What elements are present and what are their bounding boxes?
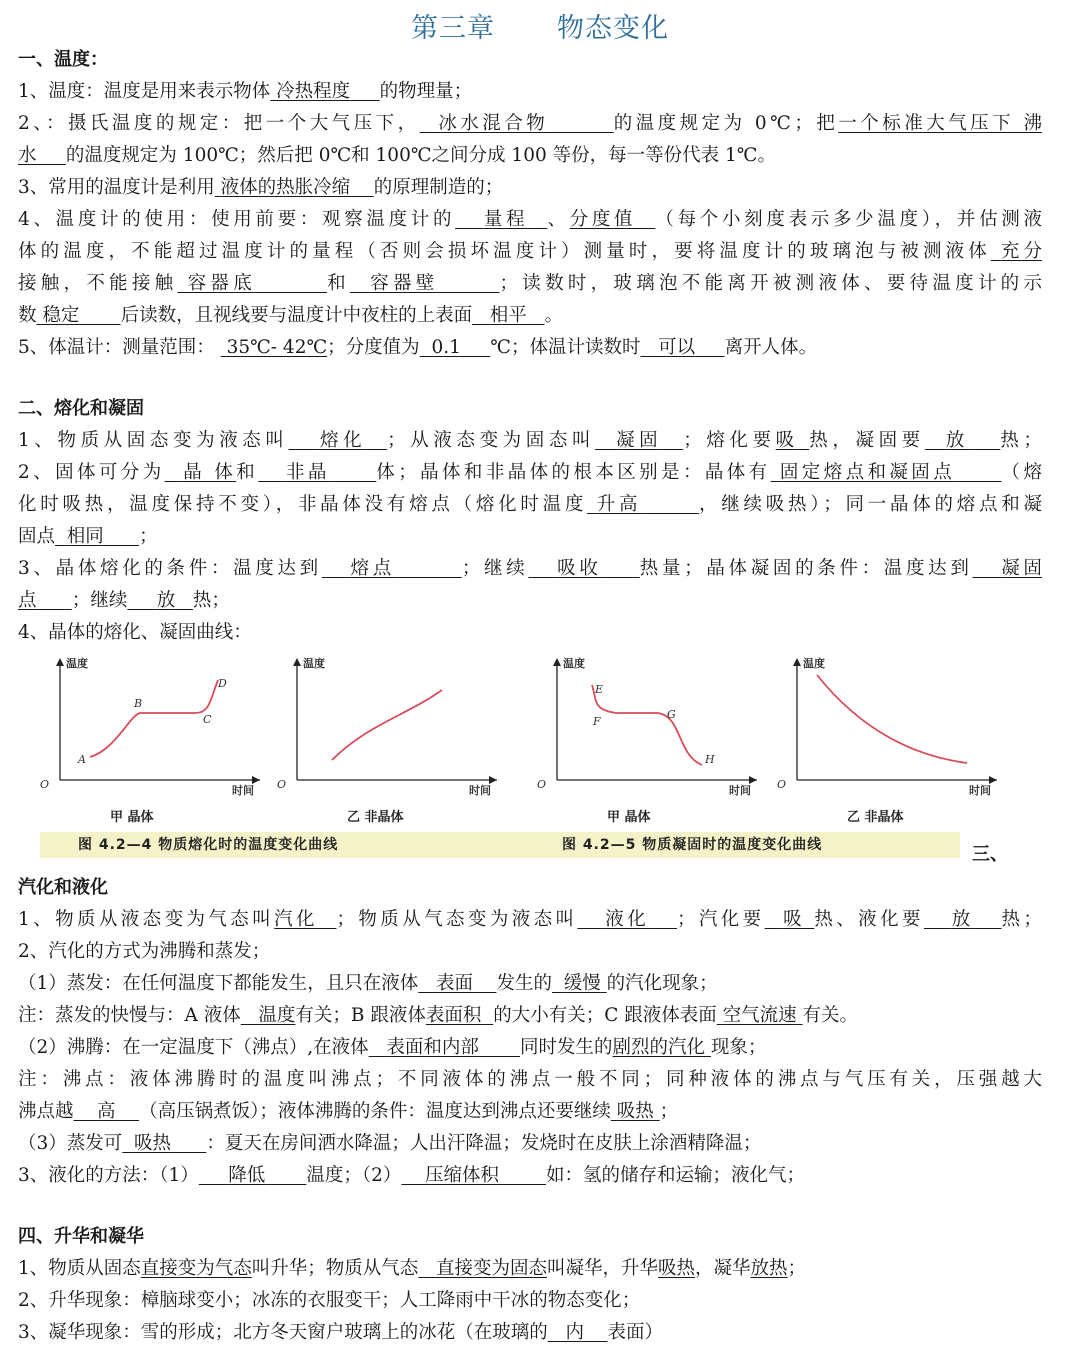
point-label: H (705, 753, 715, 766)
text-line: 体的温度，不能超过温度计的量程（否则会损坏温度计）测量时，要将温度计的玻璃泡与被测液体 充分 (18, 241, 1042, 262)
x-axis-arrow (252, 776, 260, 784)
graph-name: 乙 非晶体 (347, 810, 404, 825)
blank-answer: 可以 (658, 337, 696, 358)
y-axis-arrow (793, 658, 801, 666)
text-line: 水 的温度规定为 100℃；然后把 0℃和 100℃之间分成 100 等份，每一等份代表 1℃。 (18, 145, 776, 166)
blank-answer: 降低 (228, 1165, 266, 1186)
blank-answer: 充分 (1000, 241, 1042, 262)
point-label: B (134, 697, 143, 710)
point-label: E (595, 683, 604, 696)
point-label: F (593, 715, 601, 728)
text-line: 固点 相同 ； (18, 526, 158, 547)
text-line: 3、晶体熔化的条件：温度达到 熔点 ；继续 吸收 热量；晶体凝固的条件：温度达到 凝固 (18, 558, 1042, 579)
blank-answer: 液体的热胀冷缩 (220, 177, 351, 198)
blank-answer: 吸 (775, 430, 799, 451)
blank-answer: 吸热 (658, 1258, 696, 1279)
point-label: A (78, 753, 86, 766)
blank-answer: 放 (156, 590, 176, 611)
section-heading-melting: 二、熔化和凝固 (18, 398, 144, 419)
text-line: 4、晶体的熔化、凝固曲线： (18, 622, 252, 643)
x-axis-arrow (989, 776, 997, 784)
blank-answer: 吸收 (557, 558, 602, 579)
melting-solidifying-curves (22, 655, 1062, 860)
x-axis-arrow (749, 776, 757, 784)
blank-answer: 压缩体积 (424, 1165, 499, 1186)
text-line: （2）沸腾：在一定温度下（沸点）,在液体 表面和内部 同时发生的剧烈的汽化 现象； (18, 1037, 767, 1058)
x-axis-arrow (489, 776, 497, 784)
text-line: 点 ；继续 放 热； (18, 590, 230, 611)
x-axis-label: 时间 (729, 784, 751, 797)
text-line: 1、温度：温度是用来表示物体​ 冷热程度 的物理量； (18, 81, 473, 102)
blank-answer: 缓慢 (563, 973, 601, 994)
blank-answer: 水 (18, 145, 37, 166)
origin-label: O (277, 778, 287, 791)
blank-answer: 汽化 (274, 909, 318, 930)
y-axis-label: 温度 (803, 657, 825, 670)
text-line: 化时吸热，温度保持不变），非晶体没有熔点（熔化时温度 升高 ，继续吸热）；同一晶体的熔点和凝 (18, 494, 1042, 515)
origin-label: O (777, 778, 787, 791)
temperature-curve (592, 685, 702, 765)
text-line: 数 稳定 后读数，且视线要与温度计中夜柱的上表面 相平 。 (18, 305, 563, 326)
blank-answer: 量程 (483, 209, 529, 230)
y-axis-arrow (56, 658, 64, 666)
text-line: 1、物质从液态变为气态叫汽化 ；物质从气态变为液态叫 液化 ；汽化要 吸 热、液化要 放 热； (18, 909, 1042, 930)
blank-answer: 直接变为固态 (435, 1258, 547, 1279)
text-line: 2、：摄氏温度的规定：把一个大气压下， 冰水混合物 的温度规定为 0℃；把一个标准大气压下 沸 (18, 113, 1042, 134)
blank-answer: 分度值 (569, 209, 637, 230)
blank-answer: 凝固 (1001, 558, 1042, 579)
blank-answer: ​ 冷热程度 (270, 81, 351, 102)
text-line: 3、常用的温度计是利用 液体的热胀冷缩 的原理制造的； (18, 177, 504, 198)
text-line: 3、凝华现象：雪的形成；北方冬天窗户玻璃上的冰花（在玻璃的 内 表面） (18, 1322, 663, 1343)
y-axis-label: 温度 (303, 657, 325, 670)
blank-answer: 吸 (783, 909, 806, 930)
blank-answer: 容器壁 (370, 273, 439, 294)
origin-label: O (40, 778, 50, 791)
blank-answer: 放 (951, 909, 974, 930)
blank-answer: 一个标准大气压下 沸 (838, 113, 1042, 134)
blank-answer: 表面 (435, 973, 473, 994)
blank-answer: 晶 体 (183, 462, 237, 483)
x-axis-label: 时间 (969, 784, 991, 797)
text-line: 接触，不能接触 容器底 和 容器壁 ；读数时，玻璃泡不能离开被测液体、要待温度计的示 (18, 273, 1042, 294)
chapter-name: 物态变化 (557, 13, 669, 44)
blank-answer: 稳定 (42, 305, 80, 326)
point-label: G (667, 708, 676, 721)
blank-answer: 非晶 (286, 462, 330, 483)
point-label: C (203, 713, 212, 726)
temperature-curve (90, 680, 218, 757)
point-label: D (218, 677, 227, 690)
blank-answer: 容器底 (187, 273, 256, 294)
graph-name: 甲 晶体 (110, 810, 154, 825)
figure-caption-solidifying: 图 4.2—5 物质凝固时的温度变化曲线 (562, 837, 823, 853)
blank-answer: 内 (565, 1322, 584, 1343)
text-line: 沸点越 高 （高压锅煮饭）；液体沸腾的条件：温度达到沸点还要继续 吸热 ； (18, 1101, 679, 1122)
text-line: 1、物质从固态直接变为气态叫升华；物质从气态 直接变为固态叫凝华，升华吸热，凝华放热； (18, 1258, 807, 1279)
curve-figure (22, 655, 1062, 830)
blank-answer: 凝固 (616, 430, 663, 451)
x-axis-label: 时间 (469, 784, 491, 797)
y-axis-arrow (553, 658, 561, 666)
blank-answer: 升高 (596, 494, 642, 515)
figure-caption-melting: 图 4.2—4 物质熔化时的温度变化曲线 (78, 837, 339, 853)
blank-answer: 直接变为气态 (140, 1258, 252, 1279)
text-line: 2、固体可分为 晶 体和 非晶 体；晶体和非晶体的根本区别是：晶体有 固定熔点和凝固点 （熔 (18, 462, 1042, 483)
blank-answer: 0.1 (431, 337, 461, 358)
blank-answer: 冰水混合物 (438, 113, 549, 134)
text-line: （3）蒸发可 吸热 ：夏天在房间洒水降温；人出汗降温；发烧时在皮肤上涂酒精降温； (18, 1133, 762, 1154)
blank-answer: 熔点 (350, 558, 395, 579)
blank-answer: 空气流速 (722, 1005, 797, 1026)
text-line: 3、液化的方法：（1） 降低 温度；（2） 压缩体积 如：氢的储存和运输；液化气； (18, 1165, 806, 1186)
graph-name: 乙 非晶体 (847, 810, 904, 825)
text-line: 4、温度计的使用：使用前要：观察温度计的 量程 、分度值 （每个小刻度表示多少温度），并估测液 (18, 209, 1042, 230)
y-axis-arrow (293, 658, 301, 666)
temperature-curve (817, 675, 967, 763)
text-line: 2、汽化的方式为沸腾和蒸发； (18, 941, 271, 962)
y-axis-label: 温度 (66, 657, 88, 670)
blank-answer: 放 (945, 430, 969, 451)
section-number-3: 三、 (972, 844, 1008, 865)
blank-answer: 35℃- 42℃ (226, 337, 328, 358)
text-line: 注：沸点：液体沸腾时的温度叫沸点；不同液体的沸点一般不同；同种液体的沸点与气压有关，压强越大 (18, 1069, 1042, 1090)
page-title (0, 6, 1080, 45)
blank-answer: 温度 (258, 1005, 296, 1026)
blank-answer: 相同 (66, 526, 104, 547)
blank-answer: 吸热 (616, 1101, 654, 1122)
blank-answer: 放热 (750, 1258, 788, 1279)
origin-label: O (537, 778, 547, 791)
x-axis-label: 时间 (232, 784, 254, 797)
temperature-curve (332, 690, 442, 760)
section-heading-sublimation: 四、升华和凝华 (18, 1226, 144, 1247)
blank-answer: 固定熔点和凝固点 (779, 462, 956, 483)
blank-answer: 熔化 (319, 430, 367, 451)
text-line: 注：蒸发的快慢与：A 液体 温度有关；B 跟液体表面积 的大小有关；C 跟液体表面 空气流速 有关。 (18, 1005, 859, 1026)
text-line: 1、物质从固态变为液态叫 熔化 ；从液态变为固态叫 凝固 ；熔化要吸 热，凝固要 放 热； (18, 430, 1042, 451)
blank-answer: 吸热 (134, 1133, 172, 1154)
blank-answer: 高 (97, 1101, 116, 1122)
text-line: 2、升华现象：樟脑球变小；冰冻的衣服变干；人工降雨中干冰的物态变化； (18, 1290, 641, 1311)
text-line: 5、体温计：测量范围： 35℃- 42℃；分度值为 0.1 ℃；体温计读数时 可以 离开人体。 (18, 337, 818, 358)
section-heading-vaporization: 汽化和液化 (18, 877, 108, 898)
blank-answer: 相平 (489, 305, 527, 326)
blank-answer: 表面和内部 (386, 1037, 479, 1058)
y-axis-label: 温度 (563, 657, 585, 670)
section-heading-temperature: 一、温度： (18, 49, 108, 70)
blank-answer: 剧烈的汽化 (612, 1037, 706, 1058)
blank-answer: 液化 (605, 909, 650, 930)
blank-answer: 点 (18, 590, 37, 611)
chapter-number: 第三章 (411, 13, 495, 44)
graph-name: 甲 晶体 (607, 810, 651, 825)
text-line: （1）蒸发：在任何温度下都能发生，且只在液体 表面 发生的 缓慢 的汽化现象； (18, 973, 718, 994)
blank-answer: 表面积 (425, 1005, 482, 1026)
